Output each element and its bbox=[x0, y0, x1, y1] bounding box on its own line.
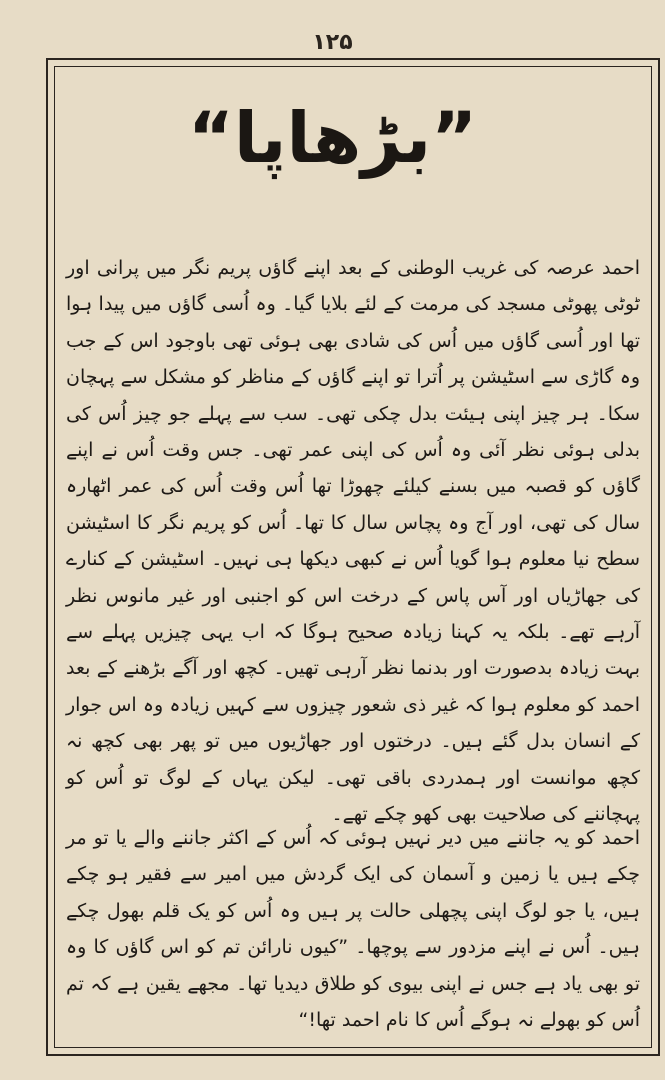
page-number: ۱۲۵ bbox=[312, 30, 353, 55]
body-paragraph-1: احمد عرصہ کی غریب الوطنی کے بعد اپنے گاؤں پریم نگر میں پرانی اور ٹوٹی پھوٹی مسجد کی مرمت کے لئے بلایا گیا۔ وہ اُسی گاؤں میں پیدا ہوا تھا اور اُسی گاؤں میں اُس کی شادی بھی ہوئی تھی باوجود اس کے جب وہ گاڑی سے اسٹیشن پر اُترا تو اپنے گاؤں کے مناظر کو مشکل سے پہچان سکا۔ ہر چیز اپنی ہیئت بدل چکی تھی۔ سب سے پہلے جو چیز اُس کی بدلی ہوئی نظر آئی وہ اُس کی اپنی عمر تھی۔ جس وقت اُس نے اپنے گاؤں کو قصبہ میں بسنے کیلئے چھوڑا تھا اُس وقت اُس کی عمر اٹھارہ سال کی تھی، اور آج وہ پچاس سال کا تھا۔ اُس کو پریم نگر کا اسٹیشن سطح نیا معلوم ہوا گویا اُس نے کبھی دیکھا ہی نہیں۔ اسٹیشن کے کنارے کی جھاڑیاں اور آس پاس کے درخت اس کو اجنبی اور غیر مانوس نظر آرہے تھے۔ بلکہ یہ کہنا زیادہ صحیح ہوگا کہ اب یہی چیزیں پہلے سے بہت زیادہ بدصورت اور بدنما نظر آرہی تھیں۔ کچھ اور آگے بڑھنے کے بعد احمد کو معلوم ہوا کہ غیر ذی شعور چیزوں سے کہیں زیادہ وہ اس جوار کے انسان بدل گئے ہیں۔ درختوں اور جھاڑیوں میں تو پھر بھی کچھ نہ کچھ موانست اور ہمدردی باقی تھی۔ لیکن یہاں کے لوگ تو اُس کو پہچاننے کی صلاحیت بھی کھو چکے تھے۔ bbox=[59, 257, 640, 826]
chapter-title: ”بڑھاپا“ bbox=[187, 97, 478, 179]
body-paragraph-2: احمد کو یہ جاننے میں دیر نہیں ہوئی کہ اُس کے اکثر جاننے والے یا تو مر چکے ہیں یا زمین و آسمان کی ایک گردش میں امیر سے فقیر ہو چکے ہیں، یا جو لوگ اپنی پچھلی حالت پر ہیں وہ اُس کو یک قلم بھول چکے ہیں۔ اُس نے اپنے مزدور سے پوچھا۔ ”کیوں نارائن تم کو اس گاؤں کا وہ تو بھی یاد ہے جس نے اپنی بیوی کو طلاق دیدیا تھا۔ مجھے یقین ہے کہ تم اُس کو بھولے نہ ہوگے اُس کا نام احمد تھا!“ bbox=[59, 827, 640, 1032]
